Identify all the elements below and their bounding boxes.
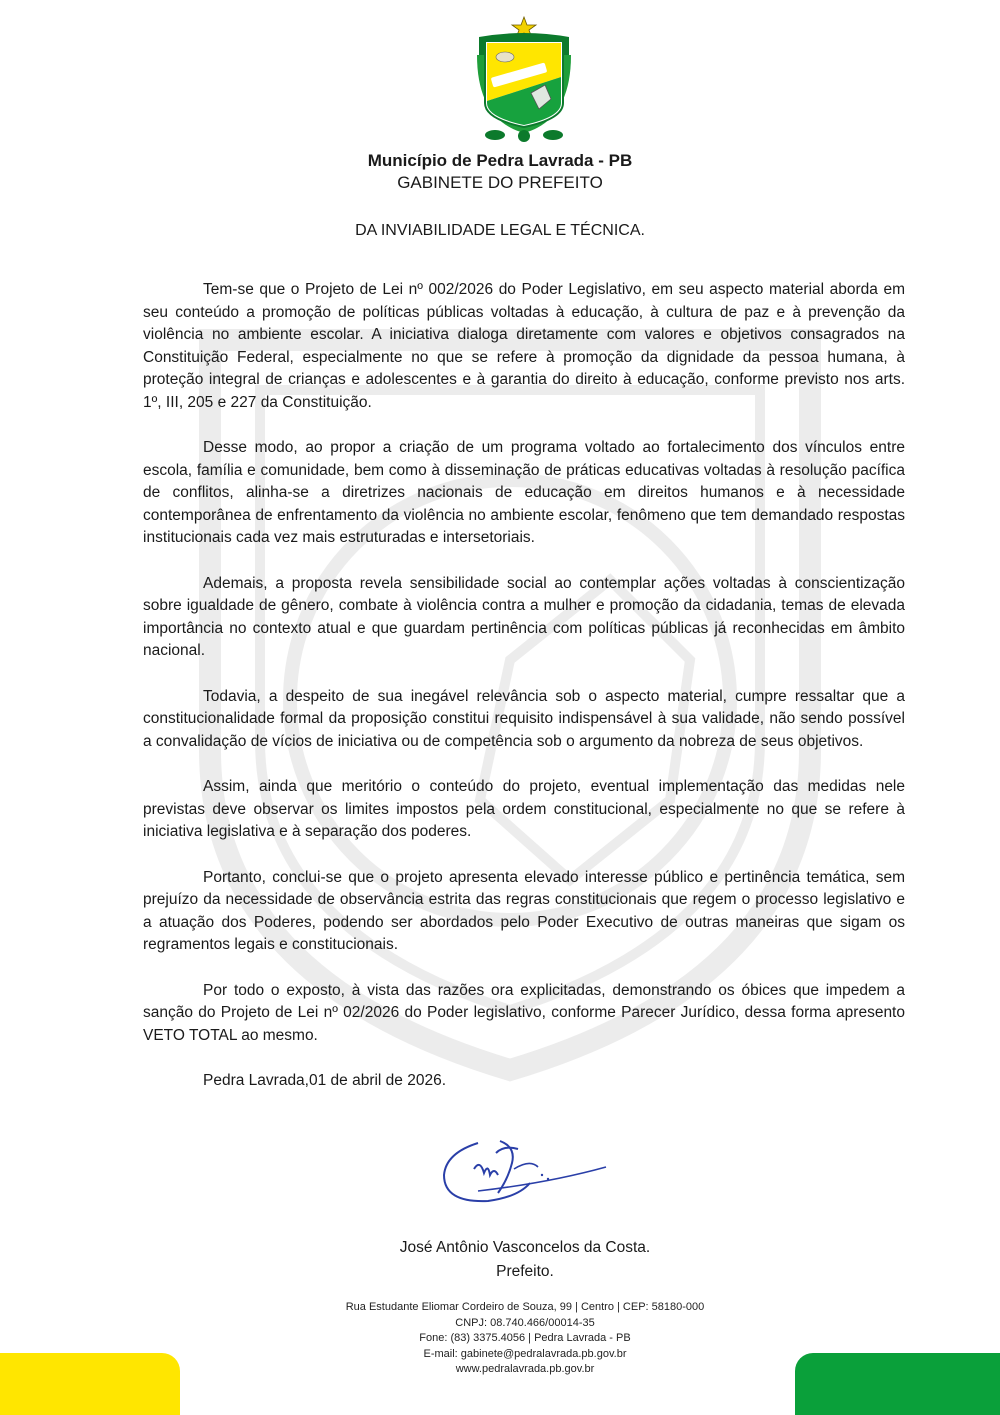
letterhead	[0, 150, 1000, 194]
paragraph: Portanto, conclui-se que o projeto apresenta elevado interesse público e pertinência temática, sem prejuízo da necessidade de observância estrita das regras constitucionais que regem o processo legislativo e a atuação dos Poderes, podendo ser abordados pelo Poder Executivo de outras maneiras que sigam os regramentos legais e constitucionais.	[143, 868, 905, 953]
signature-icon	[438, 1123, 608, 1209]
footer-cnpj: CNPJ: 08.740.466/00014-35	[455, 1316, 595, 1329]
paragraph: Assim, ainda que meritório o conteúdo do projeto, eventual implementação das medidas nele previstas deve observar os limites impostos pela ordem constitucional, especialmente no que se refere à iniciativa legislativa e à separação dos poderes.	[143, 778, 905, 840]
paragraph: Desse modo, ao propor a criação de um programa voltado ao fortalecimento dos vínculos entre escola, família e comunidade, bem como à disseminação de práticas educativas voltadas à resolução pacífica de conflitos, alinha-se a diretrizes nacionais de educação em direitos humanos e à necessidade contemporânea de enfrentamento da violência no ambiente escolar, fenômeno que tem demandado respostas institucionais cada vez mais estruturadas e intersetoriais.	[143, 439, 905, 546]
document-body	[143, 279, 905, 1092]
paragraph: Todavia, a despeito de sua inegável relevância sob o aspecto material, cumpre ressaltar que a constitucionalidade formal da proposição constitui requisito indispensável à sua validade, não sendo possível a convalidação de vícios de iniciativa ou de competência sob o argumento da nobreza de seus objetivos.	[143, 687, 905, 750]
footer-green-bar	[795, 1353, 1000, 1415]
paragraph: Por todo o exposto, à vista das razões ora explicitadas, demonstrando os óbices que impedem a sanção do Projeto de Lei nº 02/2026 do Poder legislativo, conforme Parecer Jurídico, dessa forma apresento VETO TOTAL ao mesmo.	[143, 981, 905, 1044]
document-subject: DA INVIABILIDADE LEGAL E TÉCNICA.	[355, 222, 645, 239]
paragraph: Tem-se que o Projeto de Lei nº 002/2026 do Poder Legislativo, em seu aspecto material aborda em seu conteúdo a promoção de políticas públicas voltadas à educação, à cultura de paz e à prevenção da violência no ambiente escolar. A iniciativa dialoga diretamente com valores e objetivos consagrados na Constituição Federal, especialmente no que se refere à promoção da dignidade da pessoa humana, à proteção integral de crianças e adolescentes e à garantia do direito à educação, conforme previsto nos arts. 1º, III, 205 e 227 da Constituição.	[143, 281, 905, 411]
footer-address: Rua Estudante Eliomar Cordeiro de Souza, 99 | Centro | CEP: 58180-000	[345, 1301, 705, 1313]
paragraph: Ademais, a proposta revela sensibilidade social ao contemplar ações voltadas à conscientização sobre igualdade de gênero, combate à violência contra a mulher e promoção da cidadania, temas de elevada importância no contexto atual e que guardam pertinência com políticas públicas já reconhecidas em âmbito nacional.	[143, 574, 905, 659]
office-name: GABINETE DO PREFEITO	[397, 173, 603, 192]
footer-phone: Fone: (83) 3375.4056 | Pedra Lavrada - PB	[419, 1332, 631, 1344]
signer-title: Prefeito.	[496, 1263, 554, 1280]
footer-yellow-bar	[0, 1353, 180, 1415]
footer-email[interactable]: E-mail: gabinete@pedralavrada.pb.gov.br	[423, 1347, 627, 1360]
municipality-name: Município de Pedra Lavrada - PB	[367, 151, 633, 170]
municipal-crest-icon	[465, 15, 583, 145]
footer-website[interactable]: www.pedralavrada.pb.gov.br	[455, 1363, 595, 1375]
signer-name: José Antônio Vasconcelos da Costa.	[399, 1239, 651, 1256]
date-line: Pedra Lavrada,01 de abril de 2026.	[203, 1072, 447, 1089]
signer-block	[0, 1236, 1000, 1284]
